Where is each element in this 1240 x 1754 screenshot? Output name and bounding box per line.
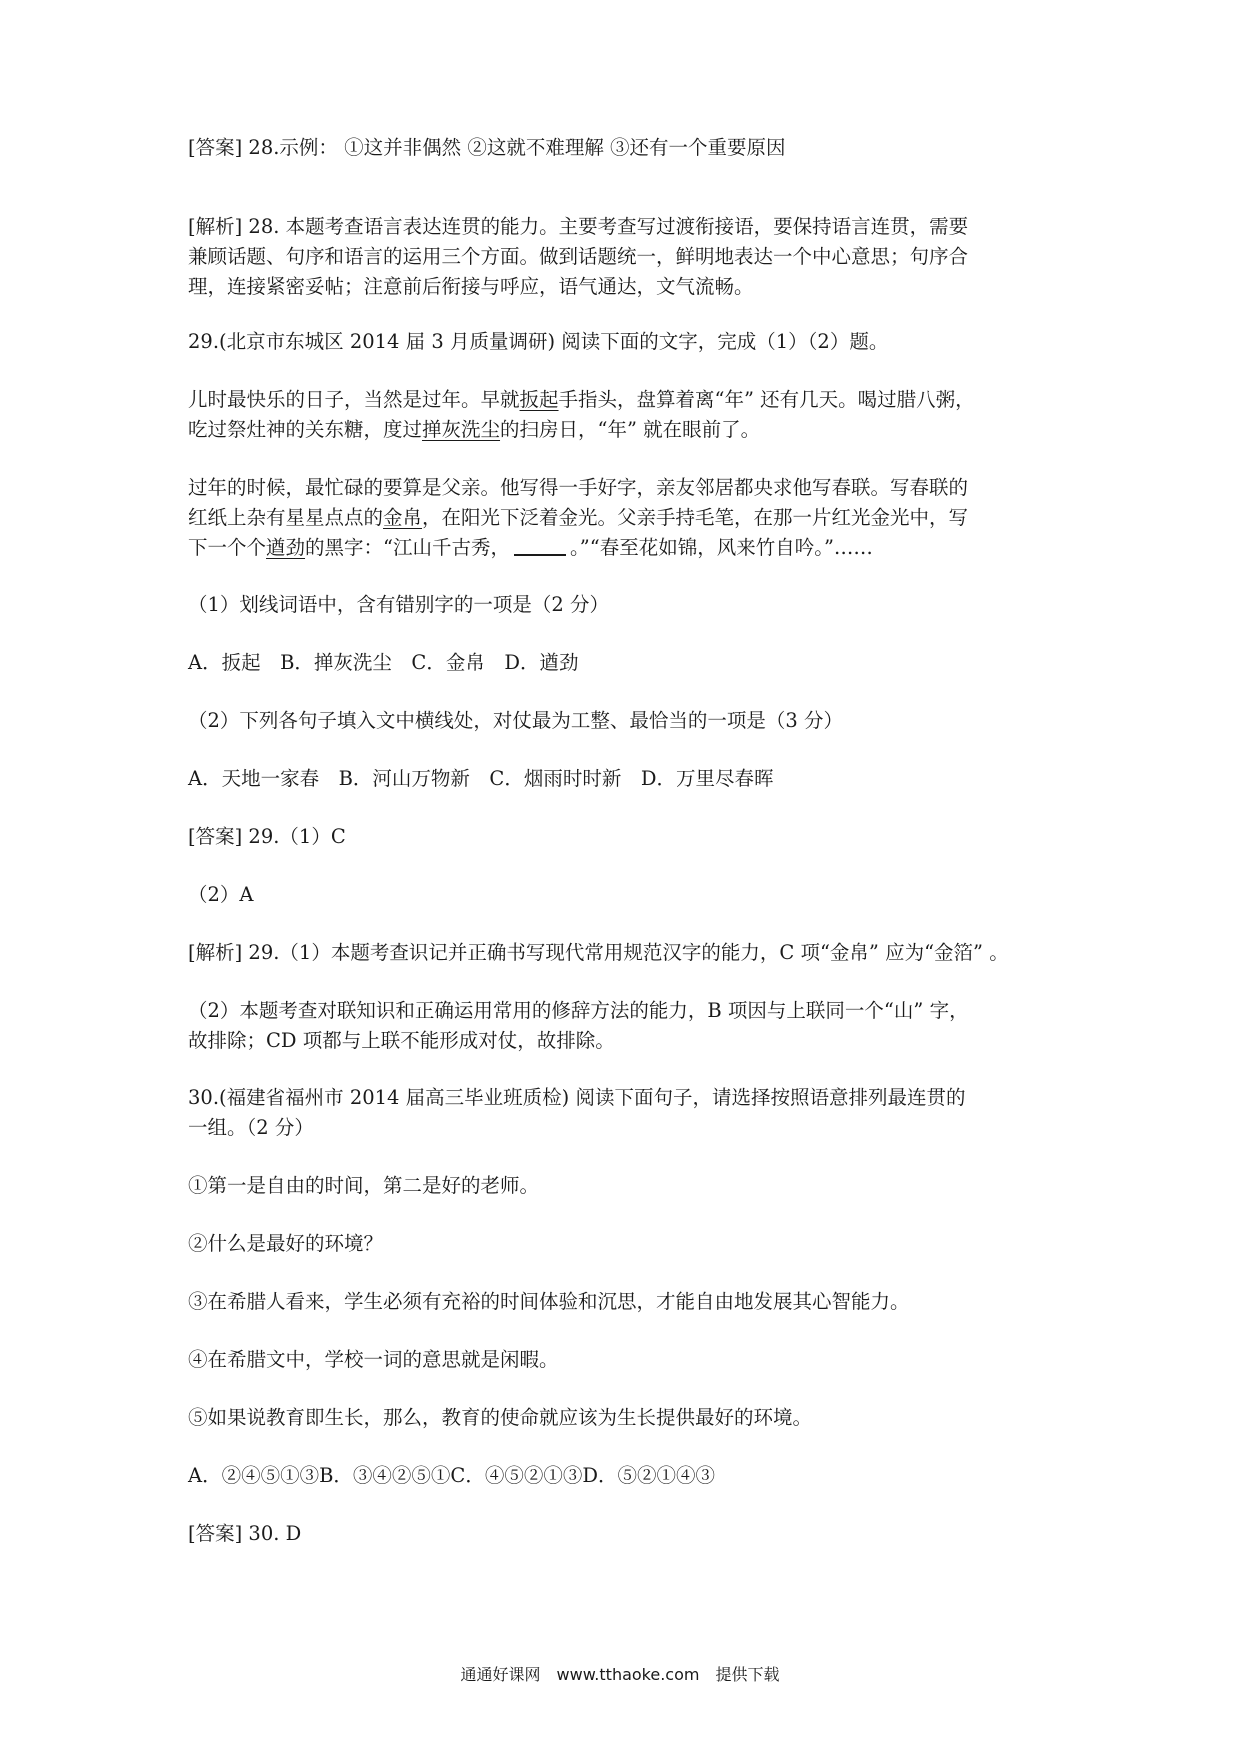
- underlined-word-banqi: 扳起: [519, 388, 559, 411]
- q28-analysis-line-2: 兼顾话题、句序和语言的运用三个方面。做到话题统一，鲜明地表达一个中心意思；句序合: [188, 245, 969, 268]
- q29-passage-1-line-1: [188, 385, 1068, 415]
- text-span: 的黑字：“江山千古秀，: [305, 536, 511, 559]
- q29-stem: 29.(北京市东城区 2014 届 3 月质量调研) 阅读下面的文字，完成（1）（2）题。: [188, 330, 889, 353]
- q30-options: A．②④⑤①③B．③④②⑤①C．④⑤②①③D．⑤②①④③: [188, 1464, 715, 1487]
- text-span: 手指头，盘算着离“年” 还有几天。喝过腊八粥，: [558, 388, 975, 411]
- text-span: 。”“春至花如锦，风来竹自吟。”……: [570, 536, 873, 559]
- q30-answer: [答案] 30. D: [188, 1522, 302, 1545]
- q28-analysis-line-1: [解析] 28. 本题考查语言表达连贯的能力。主要考查写过渡衔接语，要保持语言连贯，需要: [188, 215, 969, 238]
- fill-in-blank: [514, 536, 566, 556]
- q30-sentence-2: ②什么是最好的环境？: [188, 1232, 384, 1255]
- q28-analysis-line-3: 理，连接紧密妥帖；注意前后衔接与呼应，语气通达，文气流畅。: [188, 275, 754, 298]
- q28-answer: [答案] 28.示例： ①这并非偶然 ②这就不难理解 ③还有一个重要原因: [188, 136, 786, 159]
- q30-sentence-5: ⑤如果说教育即生长，那么，教育的使命就应该为生长提供最好的环境。: [188, 1406, 813, 1429]
- q30-sentence-4: ④在希腊文中，学校一词的意思就是闲暇。: [188, 1348, 559, 1371]
- q29-passage-2-line-3: [188, 533, 1068, 563]
- text-span: 吃过祭灶神的关东糖，度过: [188, 418, 423, 441]
- q29-passage-2-line-2: [188, 503, 1068, 533]
- q29-analysis-2-line-1: （2）本题考查对联知识和正确运用常用的修辞方法的能力，B 项因与上联同一个“山” 字，: [188, 999, 969, 1022]
- q29-passage-2-line-1: 过年的时候，最忙碌的要算是父亲。他写得一手好字，亲友邻居都央求他写春联。写春联的: [188, 476, 969, 499]
- q30-stem-line-2: 一组。（2 分）: [188, 1116, 314, 1139]
- underlined-word-danhui: 掸灰洗尘: [422, 418, 501, 441]
- q29-answer-1: [答案] 29.（1）C: [188, 825, 346, 848]
- q29-sub-question-1: （1）划线词语中，含有错别字的一项是（2 分）: [188, 593, 610, 616]
- q29-analysis-2-line-2: 故排除；CD 项都与上联不能形成对仗，故排除。: [188, 1029, 615, 1052]
- q29-answer-2: （2）A: [188, 883, 254, 906]
- q29-sub-question-2: （2）下列各句子填入文中横线处，对仗最为工整、最恰当的一项是（3 分）: [188, 709, 844, 732]
- q30-sentence-1: ①第一是自由的时间，第二是好的老师。: [188, 1174, 540, 1197]
- text-span: 下一个个: [188, 536, 267, 559]
- underlined-word-qiujin: 遒劲: [266, 536, 306, 559]
- text-span: 红纸上杂有星星点点的: [188, 506, 384, 529]
- q30-sentence-3: ③在希腊人看来，学生必须有充裕的时间体验和沉思，才能自由地发展其心智能力。: [188, 1290, 910, 1313]
- text-span: ，在阳光下泛着金光。父亲手持毛笔，在那一片红光金光中，写: [422, 506, 969, 529]
- q29-sub-question-1-options: A．扳起 B．掸灰洗尘 C．金帛 D．遒劲: [188, 651, 579, 674]
- underlined-word-jinbo: 金帛: [383, 506, 423, 529]
- text-span: 儿时最快乐的日子，当然是过年。早就: [188, 388, 520, 411]
- q30-stem-line-1: 30.(福建省福州市 2014 届高三毕业班质检) 阅读下面句子，请选择按照语意排列最连贯的: [188, 1086, 966, 1109]
- q29-passage-1-line-2: [188, 415, 1068, 445]
- page-footer: 通通好课网 www.tthaoke.com 提供下载: [460, 1665, 780, 1684]
- q29-sub-question-2-options: A．天地一家春 B．河山万物新 C．烟雨时时新 D．万里尽春晖: [188, 767, 774, 790]
- q29-analysis-1: [解析] 29.（1）本题考查识记并正确书写现代常用规范汉字的能力，C 项“金帛” 应为“金箔” 。: [188, 941, 1009, 964]
- text-span: 的扫房日，“年” 就在眼前了。: [500, 418, 761, 441]
